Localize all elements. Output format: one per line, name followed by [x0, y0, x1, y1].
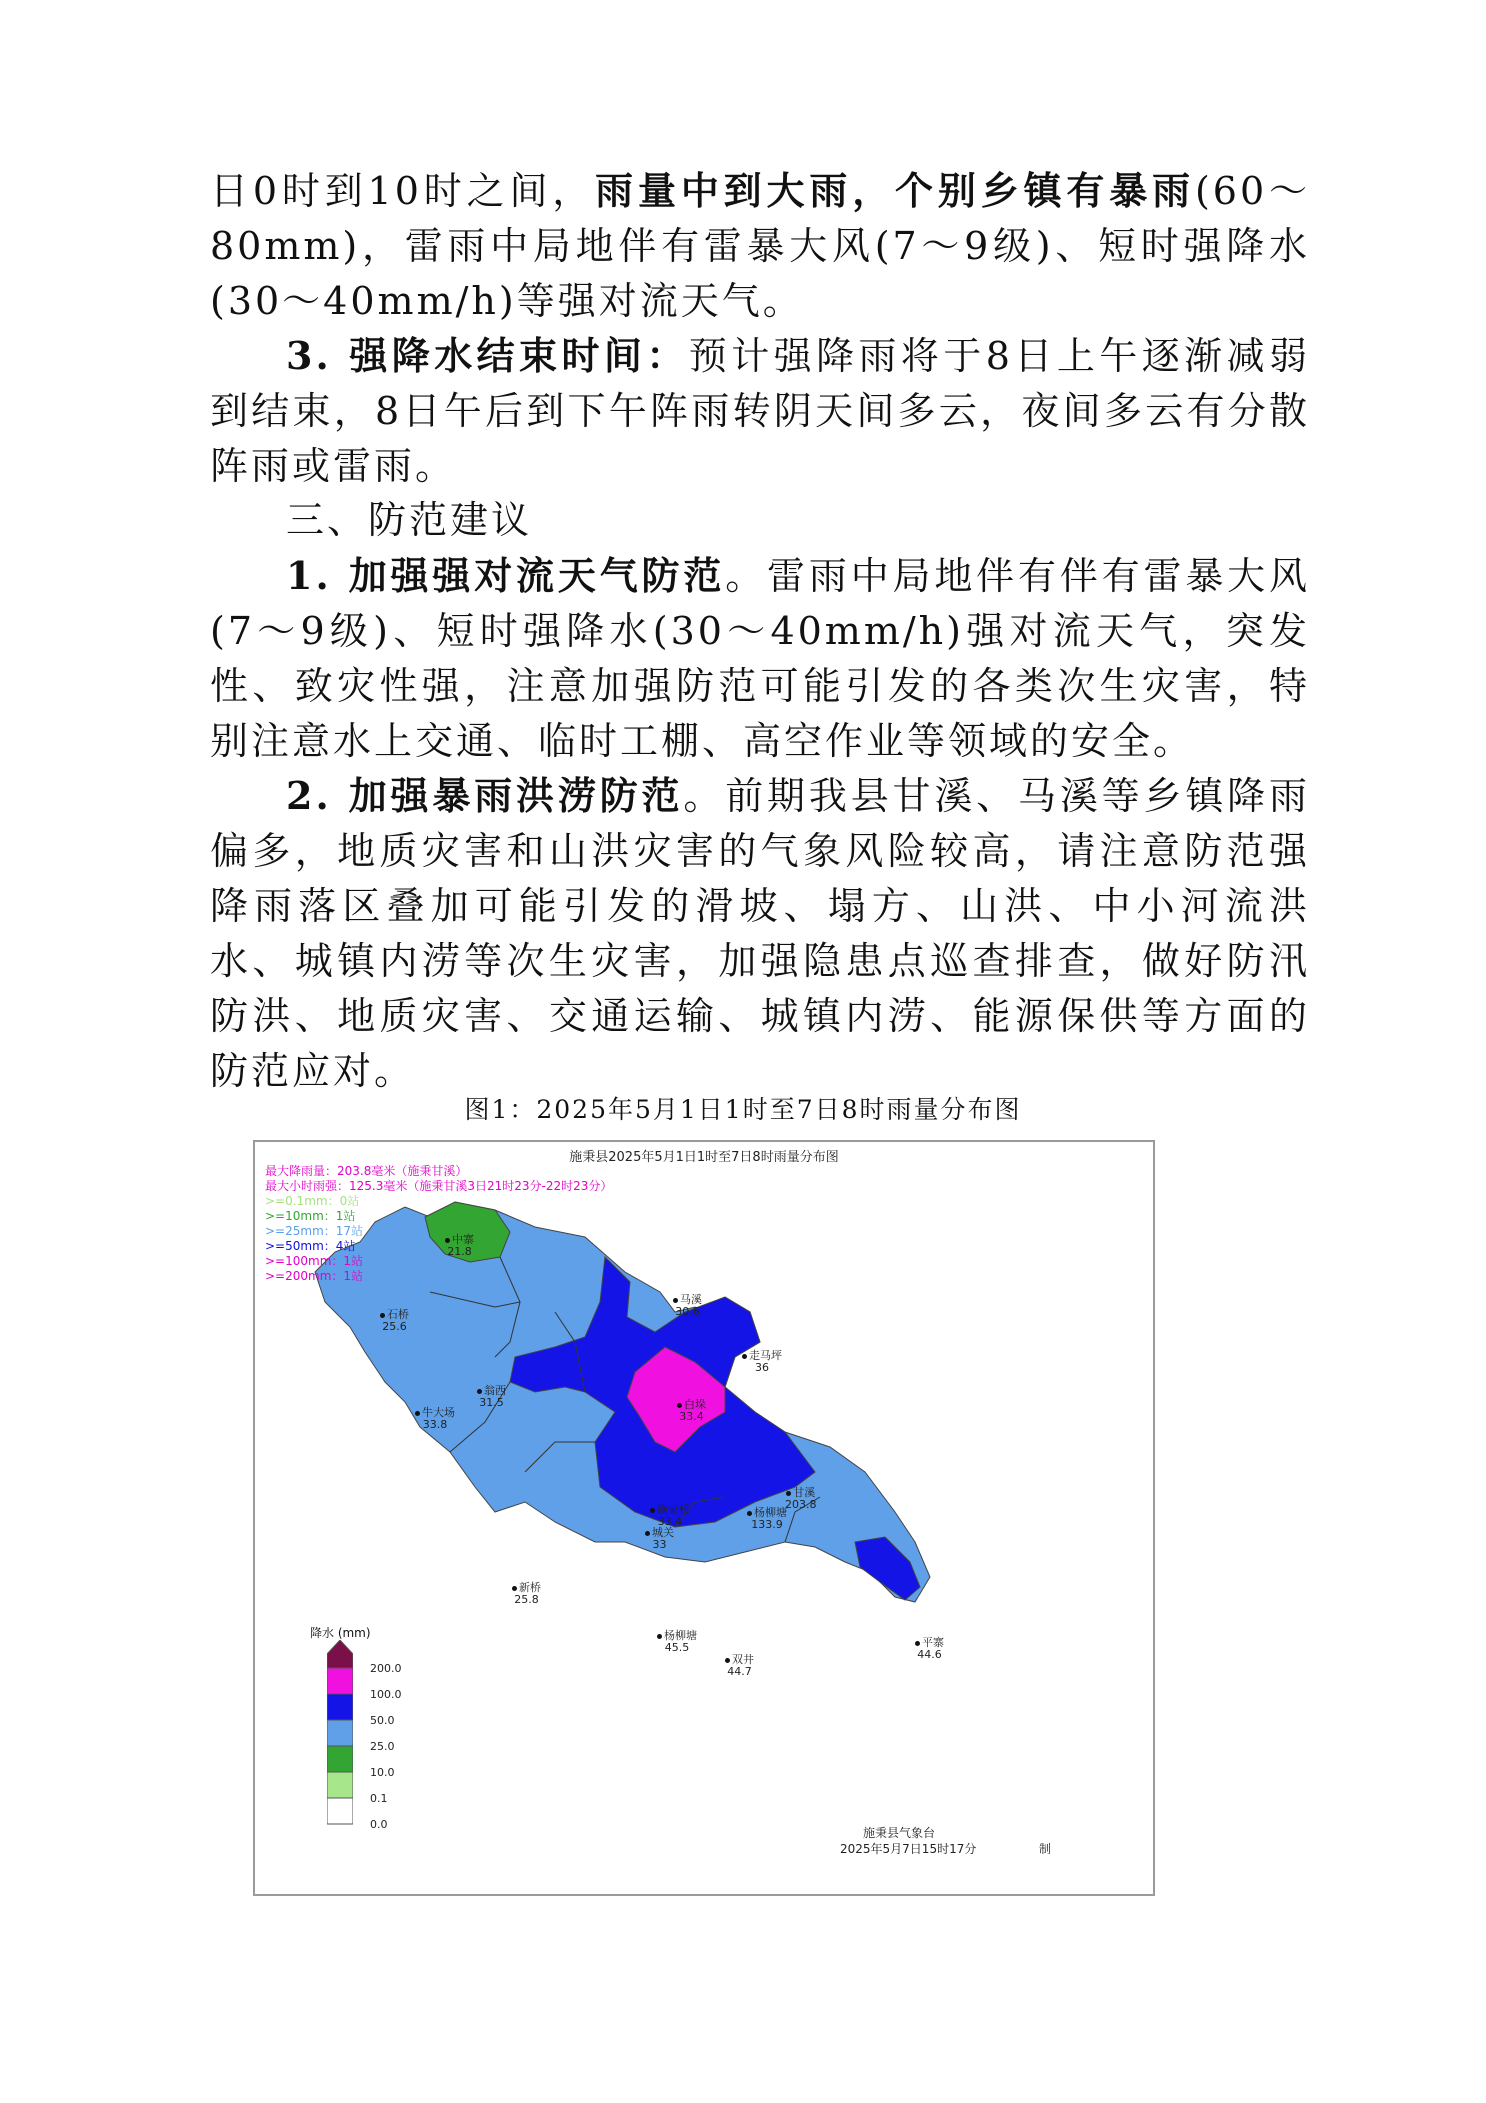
- stat-10mm: >=10mm：1站: [265, 1209, 356, 1223]
- legend-label: 0.0: [370, 1818, 388, 1831]
- map-footer-org: 施秉县气象台: [863, 1826, 936, 1840]
- legend-label: 100.0: [370, 1688, 402, 1701]
- station-label: 平寨 44.6: [915, 1637, 944, 1661]
- station-label: 甘溪 203.8: [785, 1486, 817, 1511]
- p3-bold: 1. 加强强对流天气防范: [286, 553, 726, 598]
- legend-swatch-0: [327, 1798, 353, 1824]
- section-heading-prevention: 三、防范建议: [286, 498, 533, 542]
- stat-max-rain: 最大降雨量：203.8毫米（施秉甘溪）: [265, 1164, 468, 1178]
- legend-swatch-10: [327, 1746, 353, 1772]
- station-label: 城关 33: [645, 1527, 674, 1551]
- station-dot: [915, 1641, 920, 1646]
- stat-25mm: >=25mm：17站: [265, 1224, 364, 1238]
- station-dot: [657, 1634, 662, 1639]
- p2-bold: 3. 强降水结束时间：: [286, 333, 689, 378]
- station-label: 新桥 25.8: [512, 1582, 541, 1606]
- station-dot: [650, 1508, 655, 1513]
- station-dot: [445, 1238, 450, 1243]
- legend-title: 降水 (mm): [310, 1626, 371, 1640]
- legend-label: 10.0: [370, 1766, 395, 1779]
- stat-01mm: >=0.1mm：0站: [265, 1194, 360, 1208]
- station-label: 中寨 21.8: [445, 1234, 474, 1258]
- p1-bold: 雨量中到大雨，个别乡镇有暴雨: [595, 168, 1195, 213]
- legend-label: 200.0: [370, 1662, 402, 1675]
- p2-plain: 预计强降雨将于8日上午逐渐减弱到结束，8日午后到下午阵雨转阴天间多云，夜间多云有分散阵雨或雷雨。: [210, 334, 1310, 488]
- station-dot: [742, 1354, 747, 1359]
- station-dot: [673, 1298, 678, 1303]
- station-label: 双井 44.7: [725, 1654, 754, 1678]
- station-dot: [725, 1658, 730, 1663]
- stat-100mm: >=100mm：1站: [265, 1254, 364, 1268]
- station-label: 翁西 31.5: [477, 1385, 506, 1409]
- paragraph-end-time: [210, 328, 1310, 494]
- station-label: 走马坪 36: [742, 1350, 782, 1374]
- legend-swatch-100: [327, 1668, 353, 1694]
- legend-swatch-01: [327, 1772, 353, 1798]
- map-title: 施秉县2025年5月1日1时至7日8时雨量分布图: [569, 1150, 839, 1165]
- legend-swatch-25: [327, 1720, 353, 1746]
- station-dot: [747, 1511, 752, 1516]
- station-label: 杨柳塘 45.5: [657, 1630, 697, 1654]
- p1-start: 日0时到10时之间，: [210, 169, 596, 213]
- legend-swatch-50: [327, 1694, 353, 1720]
- p4-plain: 。前期我县甘溪、马溪等乡镇降雨偏多，地质灾害和山洪灾害的气象风险较高，请注意防范强降雨落区叠加可能引发的滑坡、塌方、山洪、中小河流洪水、城镇内涝等次生灾害，加强隐患点巡查排查，做好防汛防洪、地质灾害、交通运输、城镇内涝、能源保供等方面的防范应对。: [210, 774, 1310, 1093]
- paragraph-forecast-rainfall: [210, 163, 1310, 329]
- station-dot: [645, 1531, 650, 1536]
- station-label: 施家桥 33.4: [650, 1504, 690, 1528]
- legend-colorbar: [327, 1640, 353, 1830]
- rainfall-map-graphic: [255, 1142, 1153, 1894]
- station-label: 杨柳塘 133.9: [747, 1507, 787, 1531]
- paragraph-convection-advice: [210, 548, 1310, 769]
- stat-200mm: >=200mm：1站: [265, 1269, 364, 1283]
- station-dot: [415, 1411, 420, 1416]
- p3-plain: 。雷雨中局地伴有伴有雷暴大风(7～9级)、短时强降水(30～40mm/h)强对流天气，突发性、致灾性强，注意加强防范可能引发的各类次生灾害，特别注意水上交通、临时工棚、高空作业等领域的安全。: [210, 554, 1310, 763]
- legend-label: 50.0: [370, 1714, 395, 1727]
- p4-bold: 2. 加强暴雨洪涝防范: [286, 773, 684, 818]
- station-label: 牛大场 33.8: [415, 1407, 455, 1431]
- station-dot: [512, 1586, 517, 1591]
- station-label: 马溪 30.6: [673, 1294, 702, 1318]
- stat-50mm: >=50mm：4站: [265, 1239, 356, 1253]
- station-dot: [477, 1389, 482, 1394]
- rainfall-map: [253, 1140, 1155, 1896]
- p1-end: (60～80mm)，雷雨中局地伴有雷暴大风(7～9级)、短时强降水(30～40mm/h)等强对流天气。: [210, 169, 1310, 323]
- station-dot: [380, 1313, 385, 1318]
- stat-max-hourly: 最大小时雨强：125.3毫米（施秉甘溪3日21时23分-22时23分）: [265, 1179, 613, 1193]
- station-dot: [677, 1403, 682, 1408]
- legend-label: 0.1: [370, 1792, 388, 1805]
- paragraph-flood-advice: [210, 768, 1310, 1099]
- map-footer-suffix: 制: [1039, 1842, 1052, 1856]
- map-footer-time: 2025年5月7日15时17分: [840, 1842, 977, 1856]
- station-label: 白垛 33.4: [677, 1399, 706, 1423]
- station-label: 石桥 25.6: [380, 1309, 409, 1333]
- figure-caption: 图1：2025年5月1日1时至7日8时雨量分布图: [464, 1095, 1022, 1124]
- legend-swatch-200: [327, 1640, 353, 1668]
- station-dot: [786, 1491, 791, 1496]
- legend-label: 25.0: [370, 1740, 395, 1753]
